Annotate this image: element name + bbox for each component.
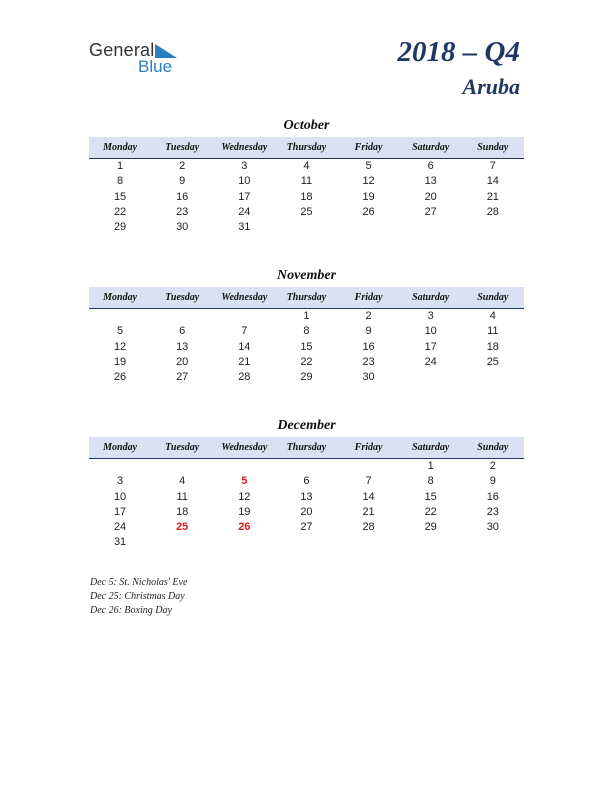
weekday-header: Tuesday	[165, 442, 200, 453]
day-cell	[462, 370, 524, 385]
day-cell	[400, 370, 462, 385]
day-cell: 22	[424, 505, 437, 518]
weekday-header: Thursday	[286, 142, 327, 153]
day-cell: 2	[489, 460, 496, 472]
week-row	[89, 190, 524, 205]
day-cell: 13	[300, 490, 313, 503]
day-cell: 1	[117, 160, 124, 172]
day-cell: 13	[176, 340, 189, 353]
week-row	[89, 459, 524, 474]
week-row	[89, 370, 524, 385]
day-cell	[275, 220, 337, 235]
day-cell: 30	[362, 371, 375, 384]
day-cell: 26	[113, 371, 127, 384]
day-cell: 16	[362, 340, 375, 353]
weekday-header: Tuesday	[165, 142, 200, 153]
day-cell: 21	[362, 505, 375, 518]
day-cell: 25	[300, 205, 313, 218]
holiday-notes	[90, 576, 187, 618]
day-cell	[89, 309, 151, 324]
day-cell: 28	[486, 205, 499, 218]
weekday-header: Monday	[103, 142, 138, 153]
day-cell: 2	[365, 310, 372, 322]
day-cell: 6	[303, 475, 310, 488]
day-cell: 20	[176, 355, 189, 368]
day-cell: 10	[238, 175, 251, 188]
day-cell: 27	[424, 205, 437, 218]
day-cell: 10	[424, 325, 437, 338]
day-cell	[462, 220, 524, 235]
day-cell	[338, 459, 400, 474]
day-cell: 8	[303, 325, 310, 338]
weekday-header: Monday	[103, 442, 138, 453]
day-cell: 30	[486, 521, 499, 534]
day-cell: 13	[424, 175, 437, 188]
day-cell: 23	[486, 505, 499, 518]
weekday-header: Sunday	[477, 292, 509, 303]
day-cell: 20	[424, 190, 437, 203]
week-row	[89, 490, 524, 505]
month-title: December	[277, 418, 336, 433]
day-cell: 29	[300, 371, 313, 384]
day-cell: 17	[424, 340, 437, 353]
week-row	[89, 159, 524, 174]
day-cell: 25	[486, 355, 499, 368]
day-cell: 5	[117, 325, 124, 338]
week-row	[89, 535, 524, 550]
day-cell: 23	[176, 205, 189, 218]
day-cell: 12	[362, 175, 375, 188]
week-row	[89, 220, 524, 235]
day-cell: 28	[362, 521, 375, 534]
day-cell: 4	[303, 160, 310, 172]
day-cell: 3	[117, 475, 124, 488]
day-cell: 6	[427, 160, 434, 172]
day-cell: 3	[427, 310, 434, 322]
day-cell: 9	[179, 175, 186, 188]
day-cell: 19	[238, 505, 251, 518]
day-cell: 31	[113, 536, 127, 549]
month-calendar-october	[89, 117, 524, 235]
day-cell: 18	[300, 190, 313, 203]
day-cell: 27	[176, 371, 189, 384]
day-cell: 14	[486, 175, 499, 188]
weekday-header: Saturday	[412, 442, 450, 453]
month-title: November	[276, 268, 337, 283]
page-title-period: 2018 – Q4	[397, 36, 520, 68]
day-cell: 10	[113, 490, 127, 503]
day-cell: 11	[176, 490, 188, 503]
day-cell: 7	[365, 475, 372, 488]
day-cell: 2	[179, 160, 186, 172]
day-cell: 19	[362, 190, 375, 203]
day-cell: 4	[489, 310, 496, 322]
day-cell: 16	[486, 490, 499, 503]
day-cell: 5	[365, 160, 372, 172]
day-cell: 30	[176, 221, 189, 234]
page-title-country: Aruba	[462, 74, 520, 99]
weekday-header: Thursday	[286, 442, 327, 453]
day-cell: 29	[424, 521, 437, 534]
logo-flag-icon	[155, 44, 177, 58]
logo-word-blue: Blue	[138, 57, 173, 76]
weekday-header: Wednesday	[221, 442, 268, 453]
day-cell: 4	[179, 475, 186, 488]
day-cell: 22	[113, 205, 127, 218]
day-cell: 1	[427, 460, 434, 472]
day-cell	[151, 535, 213, 550]
day-cell: 14	[362, 490, 375, 503]
weekday-header: Saturday	[412, 142, 450, 153]
holiday-day-cell: 26	[238, 521, 251, 534]
weekday-header: Sunday	[477, 142, 509, 153]
day-cell: 9	[365, 325, 372, 338]
day-cell: 11	[487, 325, 499, 338]
weekday-header: Wednesday	[221, 142, 268, 153]
day-cell	[151, 459, 213, 474]
holiday-note: Dec 26: Boxing Day	[90, 605, 172, 616]
day-cell: 24	[238, 205, 251, 218]
holiday-day-cell: 5	[241, 475, 248, 488]
day-cell: 17	[238, 190, 251, 203]
week-row	[89, 474, 524, 489]
month-calendar-december	[89, 417, 524, 551]
week-row	[89, 505, 524, 520]
day-cell	[151, 309, 213, 324]
day-cell: 18	[486, 340, 499, 353]
day-cell: 12	[113, 340, 127, 353]
weekday-header: Wednesday	[221, 292, 268, 303]
week-row	[89, 174, 524, 189]
weekday-header: Friday	[354, 142, 383, 153]
holiday-note: Dec 5: St. Nicholas' Eve	[90, 577, 188, 588]
day-cell	[213, 459, 275, 474]
month-calendar-november	[89, 267, 524, 385]
weekday-header: Sunday	[477, 442, 509, 453]
day-cell: 24	[424, 355, 437, 368]
day-cell	[400, 535, 462, 550]
day-cell: 1	[303, 310, 310, 322]
day-cell: 29	[113, 221, 127, 234]
week-row	[89, 355, 524, 370]
day-cell	[338, 220, 400, 235]
day-cell	[89, 459, 151, 474]
day-cell	[275, 535, 337, 550]
day-cell: 17	[113, 505, 127, 518]
day-cell	[275, 459, 337, 474]
day-cell	[462, 535, 524, 550]
month-title: October	[283, 118, 330, 133]
day-cell: 22	[300, 355, 313, 368]
weekday-header: Friday	[354, 442, 383, 453]
day-cell: 27	[300, 521, 313, 534]
week-row	[89, 324, 524, 339]
day-cell: 7	[241, 325, 248, 338]
day-cell: 15	[424, 490, 437, 503]
weekday-header-row	[89, 437, 524, 459]
day-cell: 15	[113, 190, 127, 203]
weekday-header: Tuesday	[165, 292, 200, 303]
week-row	[89, 205, 524, 220]
day-cell	[213, 309, 275, 324]
logo-word-general: General	[89, 40, 155, 60]
weekday-header: Monday	[103, 292, 138, 303]
holiday-day-cell: 25	[176, 521, 189, 534]
day-cell	[213, 535, 275, 550]
week-row	[89, 520, 524, 535]
weekday-header: Friday	[354, 292, 383, 303]
day-cell: 11	[300, 175, 313, 188]
day-cell: 9	[489, 475, 496, 488]
day-cell: 21	[486, 190, 499, 203]
day-cell: 12	[238, 490, 251, 503]
day-cell: 14	[238, 340, 251, 353]
day-cell: 23	[362, 355, 375, 368]
day-cell: 31	[238, 221, 251, 234]
day-cell: 15	[300, 340, 313, 353]
week-row	[89, 340, 524, 355]
day-cell: 18	[176, 505, 189, 518]
day-cell: 6	[179, 325, 186, 338]
day-cell: 28	[238, 371, 251, 384]
day-cell: 24	[113, 521, 127, 534]
day-cell: 16	[176, 190, 189, 203]
day-cell: 8	[427, 475, 434, 488]
day-cell	[400, 220, 462, 235]
day-cell: 19	[113, 355, 127, 368]
holiday-note: Dec 25: Christmas Day	[90, 591, 185, 602]
generalblue-logo	[89, 40, 189, 76]
day-cell: 3	[241, 160, 248, 172]
day-cell: 7	[489, 160, 496, 172]
week-row	[89, 309, 524, 324]
day-cell: 20	[300, 505, 313, 518]
weekday-header-row	[89, 287, 524, 309]
weekday-header: Saturday	[412, 292, 450, 303]
weekday-header: Thursday	[286, 292, 327, 303]
day-cell: 26	[362, 205, 375, 218]
day-cell: 8	[117, 175, 124, 188]
day-cell	[338, 535, 400, 550]
weekday-header-row	[89, 137, 524, 159]
day-cell: 21	[238, 355, 251, 368]
